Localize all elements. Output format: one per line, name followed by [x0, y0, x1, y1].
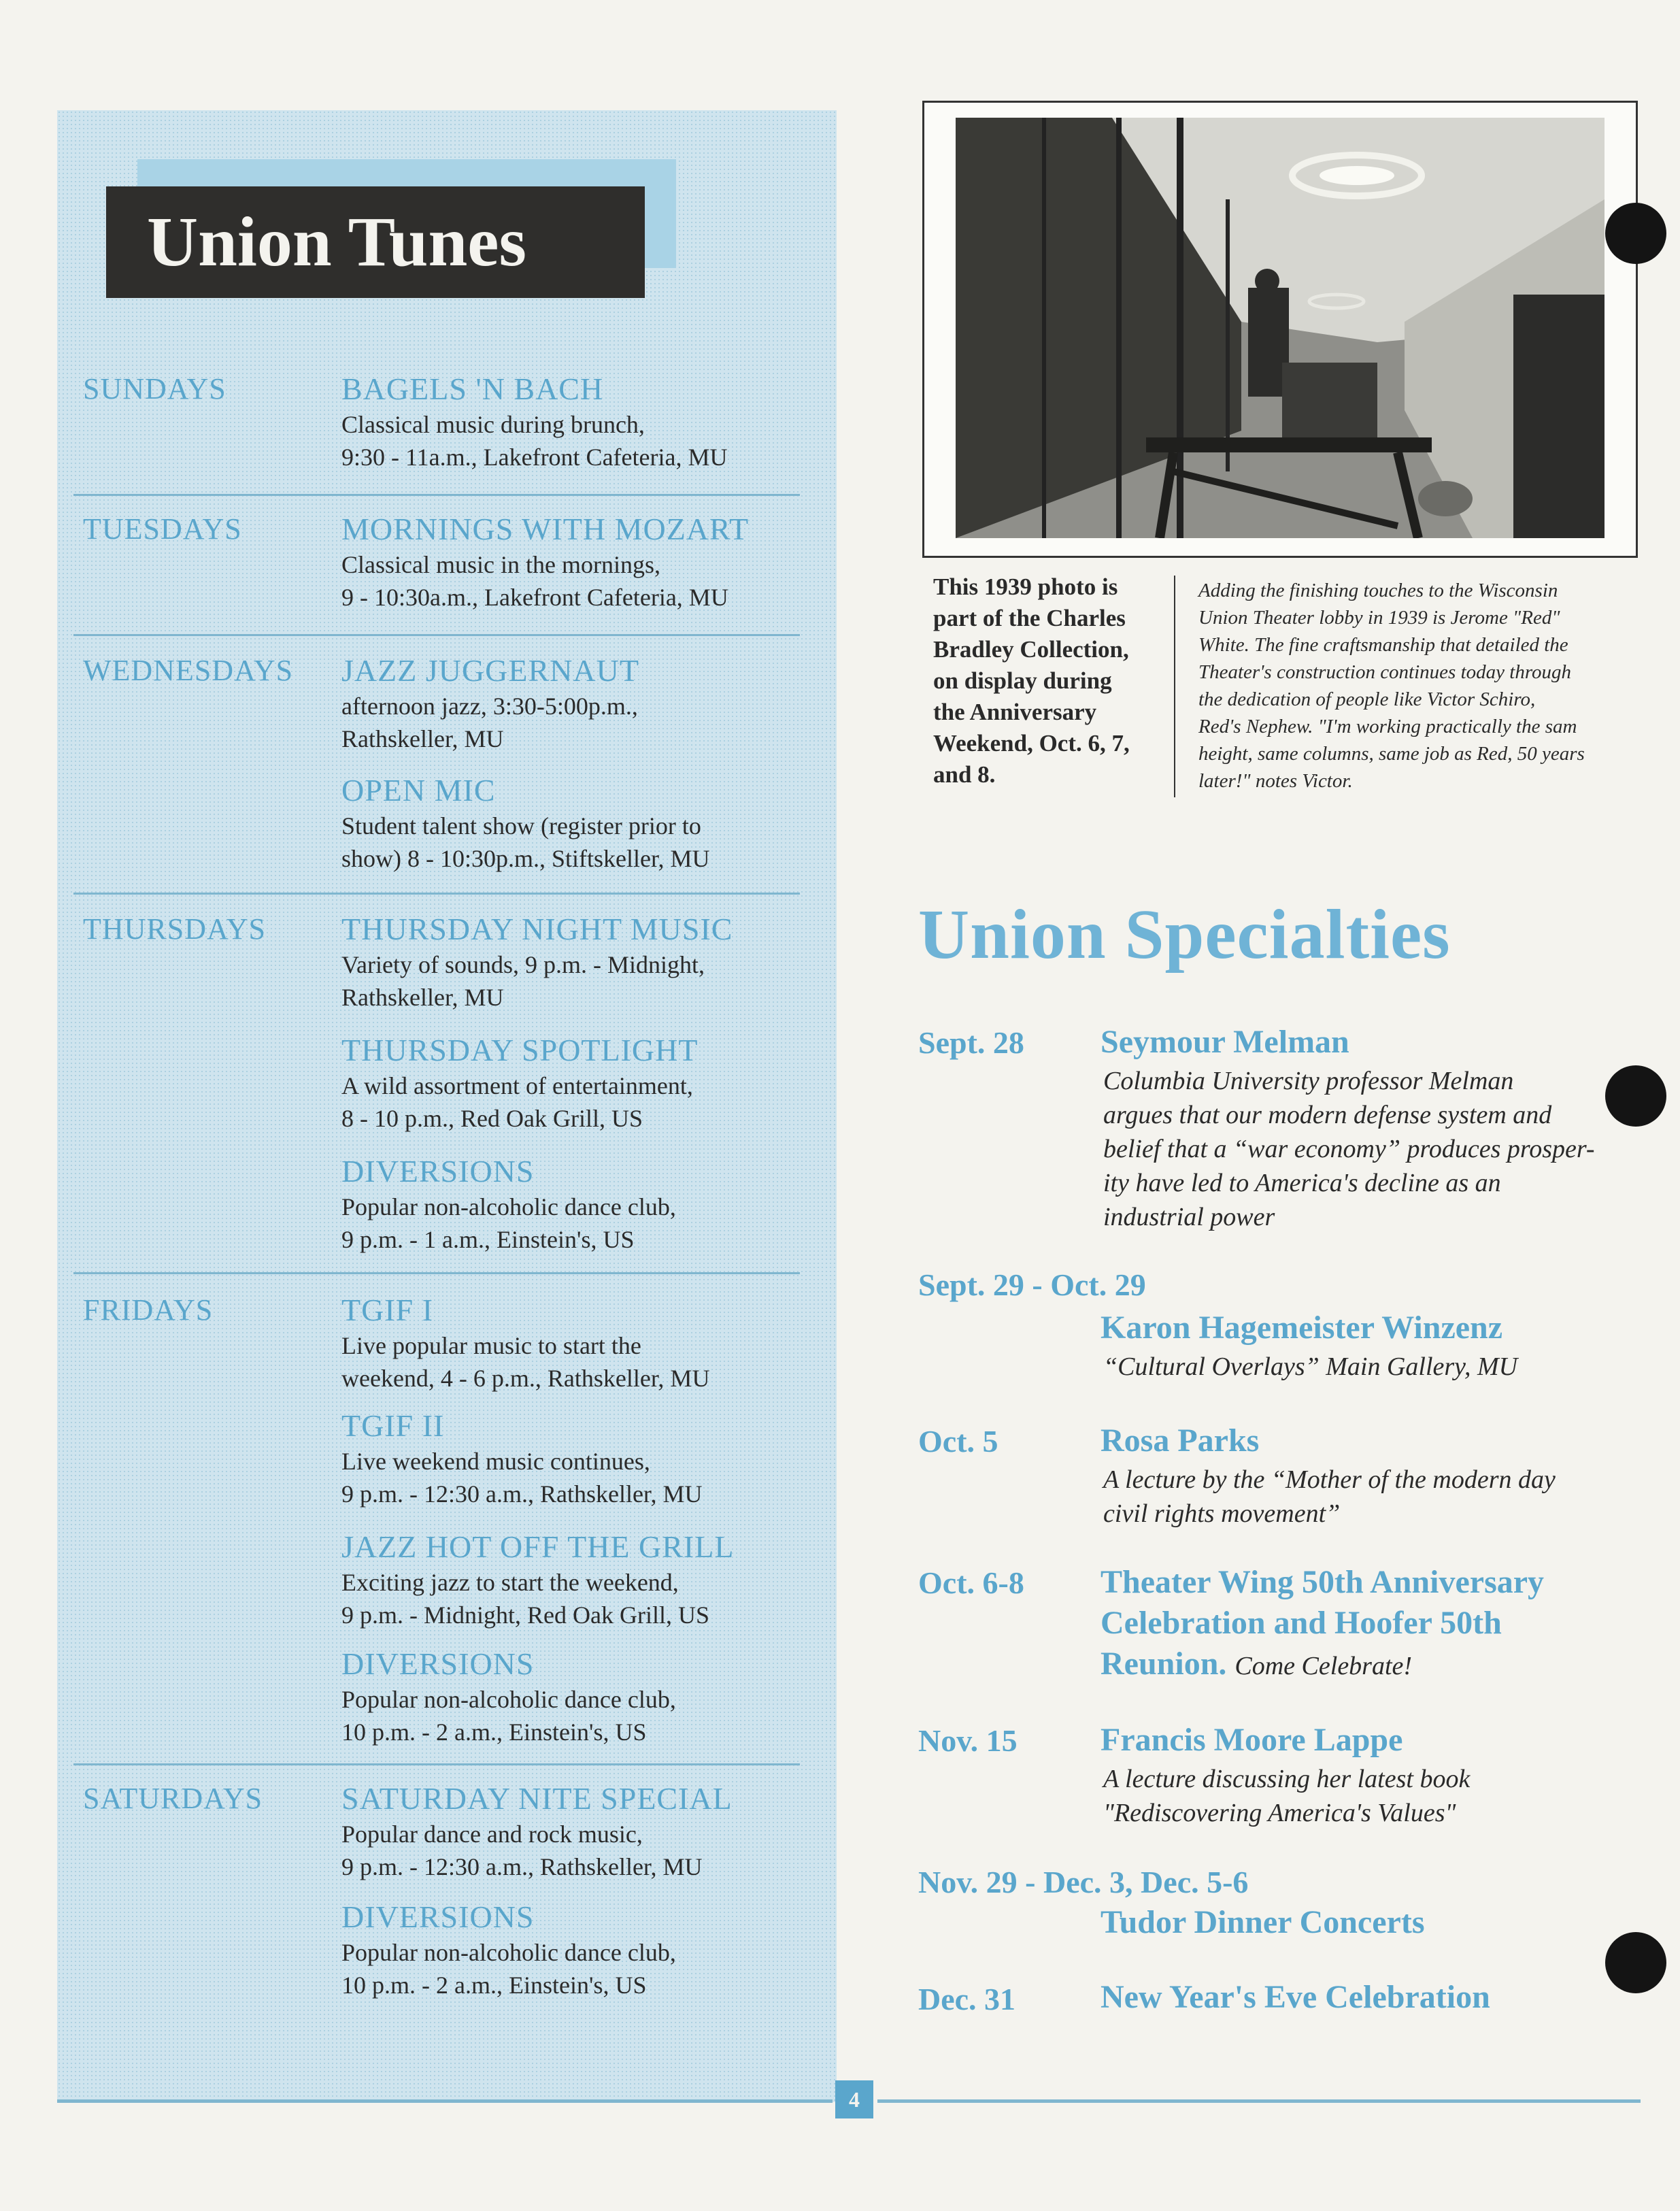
spec-name: Tudor Dinner Concerts	[1101, 1904, 1425, 1940]
spec-desc: Columbia University professor Melman argues that our modern defense system and belief that a “war economy” produces prosper- ity have led to America's decline as an industrial power	[1103, 1067, 1595, 1231]
footer-rule-right	[877, 2099, 1641, 2103]
spec-desc: A lecture by the “Mother of the modern day civil rights movement”	[1103, 1465, 1556, 1528]
event-desc: Classical music in the mornings, 9 - 10:30a.m., Lakefront Cafeteria, MU	[341, 551, 728, 611]
union-tunes-panel	[57, 110, 837, 2102]
event-name: DIVERSIONS	[341, 1646, 535, 1681]
event-desc: Variety of sounds, 9 p.m. - Midnight, Rathskeller, MU	[341, 951, 705, 1011]
spec-name: Seymour Melman	[1101, 1024, 1349, 1060]
event-desc: Exciting jazz to start the weekend, 9 p.m. - Midnight, Red Oak Grill, US	[341, 1569, 709, 1629]
event-thursday-spotlight	[341, 1031, 698, 1135]
event-name: BAGELS 'N BACH	[341, 371, 604, 406]
event-name: MORNINGS WITH MOZART	[341, 512, 750, 546]
spec-date: Oct. 5	[918, 1424, 998, 1459]
event-jazz-hot-off-the-grill	[341, 1528, 734, 1631]
caption-divider	[1174, 576, 1175, 797]
page-number: 4	[835, 2080, 873, 2118]
binder-hole	[1605, 1065, 1666, 1127]
binder-hole	[1605, 203, 1666, 264]
spec-name: Rosa Parks	[1101, 1423, 1260, 1459]
event-name: THURSDAY SPOTLIGHT	[341, 1033, 699, 1067]
event-desc: afternoon jazz, 3:30-5:00p.m., Rathskeller, MU	[341, 693, 638, 752]
day-label-sundays: SUNDAYS	[83, 372, 226, 405]
spec-name-anniversary	[1101, 1562, 1617, 1686]
event-saturday-nite-special	[341, 1780, 733, 1883]
event-desc: Live popular music to start the weekend, 4 - 6 p.m., Rathskeller, MU	[341, 1332, 710, 1392]
photo-caption-italic: Adding the finishing touches to the Wisconsin Union Theater lobby in 1939 is Jerome "Red" White. The fine craftsmanship that detailed the Theater's construction continues today through the dedication of people like Victor Schiro, Red's Nephew. "I'm working practically the sam height, same columns, same job as Red, 50 years later!" notes Victor.	[1198, 580, 1585, 792]
event-name: THURSDAY NIGHT MUSIC	[341, 912, 733, 946]
event-desc: A wild assortment of entertainment, 8 - 10 p.m., Red Oak Grill, US	[341, 1072, 693, 1132]
event-thursday-night-music	[341, 910, 733, 1014]
event-tgif-i	[341, 1291, 709, 1395]
day-label-fridays: FRIDAYS	[83, 1293, 214, 1327]
event-name: JAZZ JUGGERNAUT	[341, 653, 639, 688]
event-name: TGIF II	[341, 1408, 445, 1443]
spec-name-text: Theater Wing 50th Anniversary Celebration and Hoofer 50th Reunion.	[1101, 1564, 1545, 1682]
footer-rule-left	[57, 2099, 833, 2103]
event-name: OPEN MIC	[341, 773, 496, 808]
event-mornings-with-mozart	[341, 510, 749, 614]
event-name: JAZZ HOT OFF THE GRILL	[341, 1529, 735, 1564]
divider	[73, 1763, 800, 1765]
event-name: TGIF I	[341, 1293, 434, 1327]
day-label-wednesdays: WEDNESDAYS	[83, 654, 294, 687]
event-desc: Popular non-alcoholic dance club, 10 p.m. - 2 a.m., Einstein's, US	[341, 1686, 676, 1746]
union-specialties-title: Union Specialties	[918, 895, 1451, 974]
event-jazz-juggernaut	[341, 652, 639, 755]
spec-date: Nov. 15	[918, 1723, 1018, 1758]
photo-illustration	[956, 118, 1605, 538]
event-diversions	[341, 1645, 676, 1748]
spec-name: New Year's Eve Celebration	[1101, 1979, 1490, 2015]
union-tunes-title: Union Tunes	[106, 186, 645, 298]
spec-date: Oct. 6-8	[918, 1565, 1024, 1600]
spec-date: Nov. 29 - Dec. 3, Dec. 5-6	[918, 1865, 1249, 1899]
binder-hole	[1605, 1932, 1666, 1993]
event-bagels-n-bach	[341, 370, 727, 473]
spec-name: Francis Moore Lappe	[1101, 1722, 1403, 1758]
spec-date: Dec. 31	[918, 1982, 1016, 2016]
day-label-thursdays: THURSDAYS	[83, 912, 267, 946]
event-desc: Popular dance and rock music, 9 p.m. - 12:30 a.m., Rathskeller, MU	[341, 1821, 703, 1880]
event-open-mic	[341, 771, 710, 875]
event-name: DIVERSIONS	[341, 1154, 535, 1188]
event-name: SATURDAY NITE SPECIAL	[341, 1781, 733, 1816]
spec-date: Sept. 28	[918, 1025, 1024, 1060]
event-desc: Classical music during brunch, 9:30 - 11a.m., Lakefront Cafeteria, MU	[341, 411, 728, 471]
event-diversions	[341, 1898, 676, 2001]
spec-desc: “Cultural Overlays” Main Gallery, MU	[1103, 1352, 1518, 1381]
divider	[73, 1272, 800, 1274]
event-desc: Live weekend music continues, 9 p.m. - 12:30 a.m., Rathskeller, MU	[341, 1448, 703, 1508]
divider	[73, 634, 800, 636]
spec-name: Karon Hagemeister Winzenz	[1101, 1310, 1503, 1346]
event-tgif-ii	[341, 1407, 703, 1510]
event-name: DIVERSIONS	[341, 1899, 535, 1934]
divider	[73, 893, 800, 895]
spec-extra-text: Come Celebrate!	[1234, 1652, 1413, 1680]
event-desc: Student talent show (register prior to show) 8 - 10:30p.m., Stiftskeller, MU	[341, 812, 710, 872]
spec-date: Sept. 29 - Oct. 29	[918, 1267, 1146, 1302]
event-desc: Popular non-alcoholic dance club, 10 p.m. - 2 a.m., Einstein's, US	[341, 1939, 676, 1999]
photo-frame	[922, 101, 1638, 558]
day-label-saturdays: SATURDAYS	[83, 1782, 263, 1815]
spec-desc: A lecture discussing her latest book "Rediscovering America's Values"	[1103, 1765, 1471, 1827]
event-diversions	[341, 1152, 676, 1256]
day-label-tuesdays: TUESDAYS	[83, 512, 242, 546]
historic-photo	[956, 118, 1605, 538]
photo-caption-bold: This 1939 photo is part of the Charles Bradley Collection, on display during the Anniversary Weekend, Oct. 6, 7, and 8.	[933, 573, 1130, 788]
divider	[73, 494, 800, 496]
event-desc: Popular non-alcoholic dance club, 9 p.m. - 1 a.m., Einstein's, US	[341, 1193, 676, 1253]
